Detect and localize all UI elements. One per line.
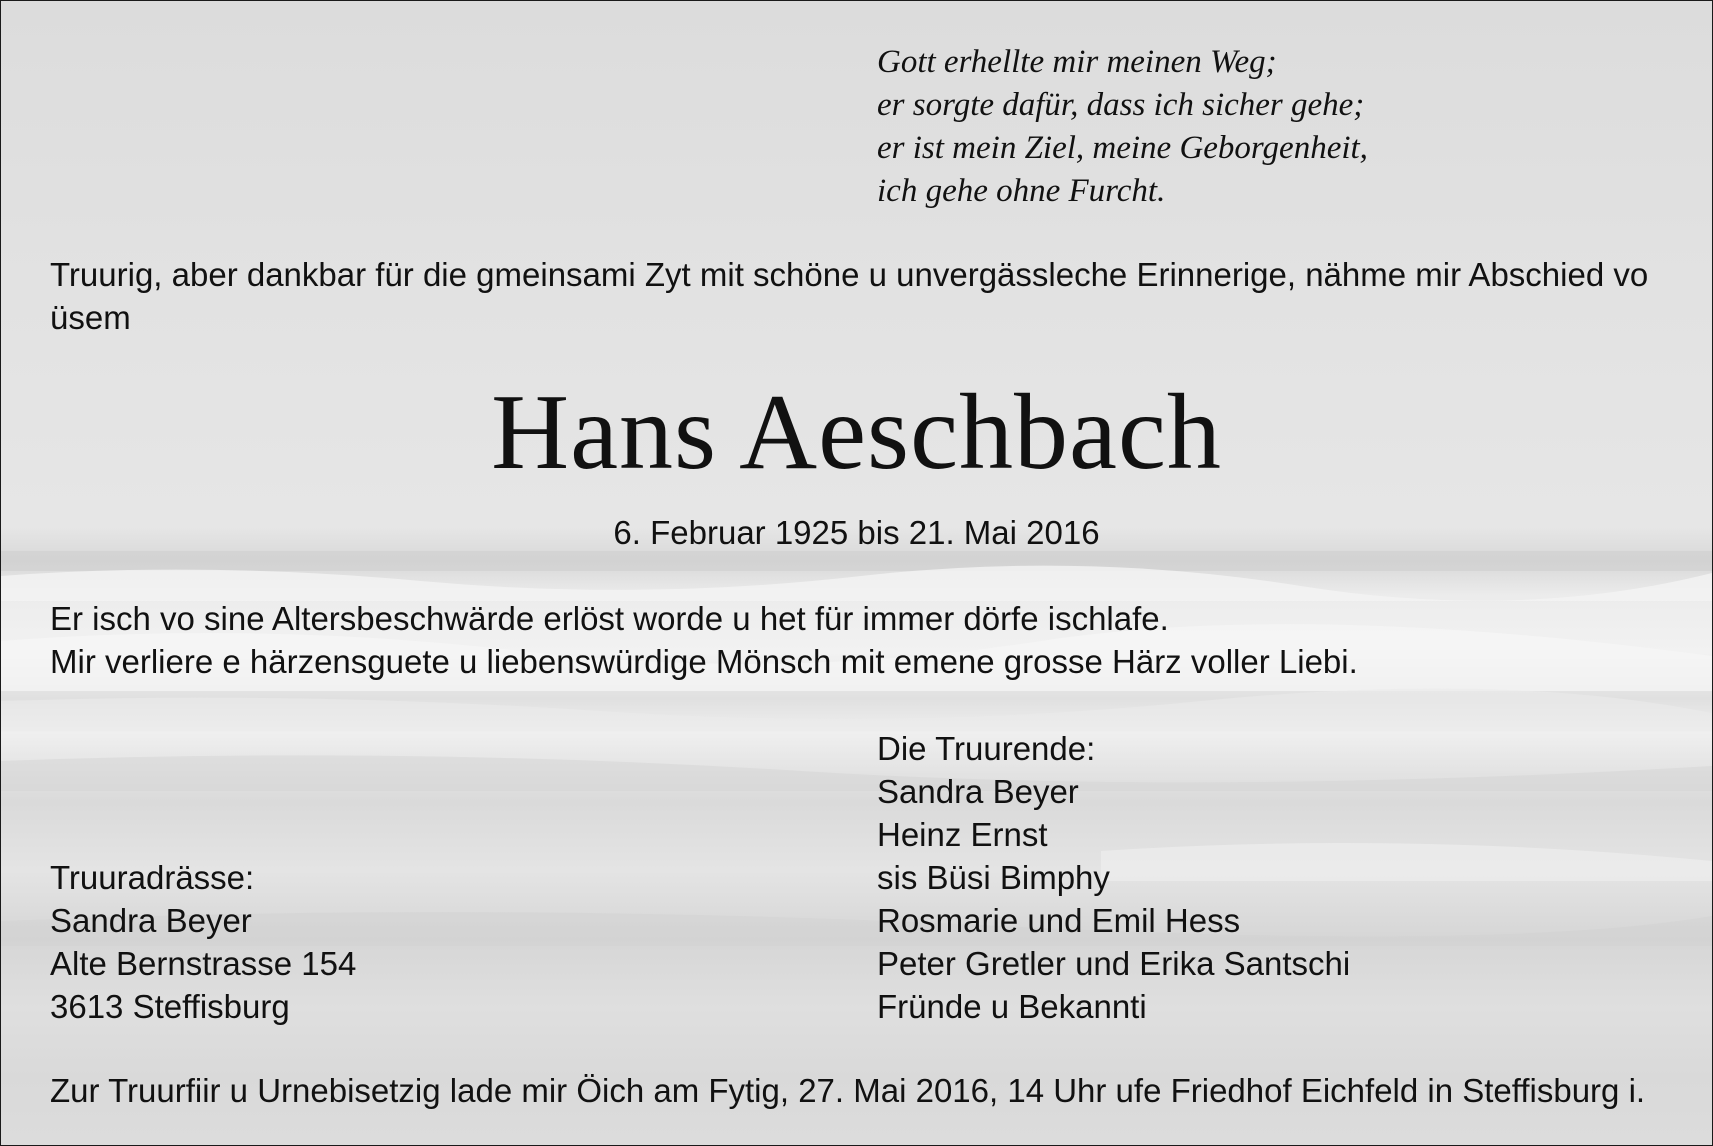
mourning-address [50, 856, 356, 1028]
body-text [50, 597, 1358, 683]
poem-line: Gott erhellte mir meinen Weg; [877, 44, 1277, 80]
body-line: Er isch vo sine Altersbeschwärde erlöst worde u het für immer dörfe ischlafe. [50, 600, 1169, 637]
mourner-name: sis Büsi Bimphy [877, 859, 1110, 896]
mourner-name: Heinz Ernst [877, 816, 1048, 853]
mourner-name: Fründe u Bekannti [877, 988, 1147, 1025]
address-heading: Truuradrässe: [50, 859, 255, 896]
mourner-name: Rosmarie und Emil Hess [877, 902, 1241, 939]
address-line: 3613 Steffisburg [50, 988, 290, 1025]
service-info: Zur Truurfiir u Urnebisetzig lade mir Öich am Fytig, 27. Mai 2016, 14 Uhr ufe Friedhof Eichfeld in Steffisburg i. [50, 1072, 1646, 1109]
poem [877, 41, 1368, 213]
poem-line: er sorgte dafür, dass ich sicher gehe; [877, 87, 1365, 123]
address-line: Sandra Beyer [50, 902, 252, 939]
mourner-name: Sandra Beyer [877, 773, 1079, 810]
intro-text: Truurig, aber dankbar für die gmeinsami Zyt mit schöne u unvergässleche Erinnerige, nähme mir Abschied vo üsem [50, 256, 1649, 336]
deceased-name: Hans Aeschbach [491, 373, 1222, 492]
mourners-heading: Die Truurende: [877, 730, 1096, 767]
mourners-list [877, 727, 1350, 1028]
address-line: Alte Bernstrasse 154 [50, 945, 357, 982]
life-dates: 6. Februar 1925 bis 21. Mai 2016 [613, 514, 1100, 551]
mourner-name: Peter Gretler und Erika Santschi [877, 945, 1351, 982]
body-line: Mir verliere e härzensguete u liebenswürdige Mönsch mit emene grosse Härz voller Liebi. [50, 643, 1358, 680]
poem-line: ich gehe ohne Furcht. [877, 173, 1166, 209]
poem-line: er ist mein Ziel, meine Geborgenheit, [877, 130, 1368, 166]
